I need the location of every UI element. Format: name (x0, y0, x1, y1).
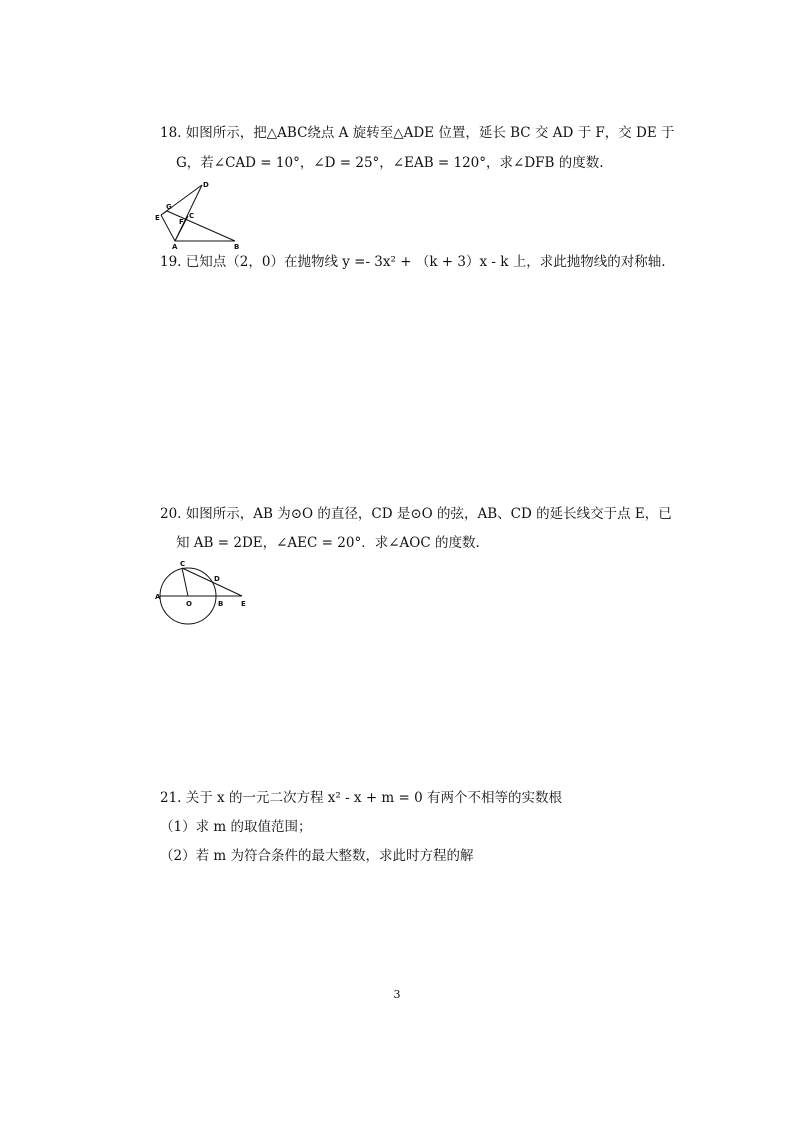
q18-label-d: D (203, 181, 209, 189)
q18-text-line1: 18. 如图所示，把△ABC绕点 A 旋转至△ADE 位置，延长 BC 交 AD 于 F，交 DE 于 (160, 125, 675, 141)
q18-label-b: B (234, 243, 240, 250)
q18-label-a: A (172, 243, 178, 250)
q19-text-line1: 19. 已知点（2，0）在抛物线 y =- 3x² + （k + 3）x - k 上，求此抛物线的对称轴. (160, 254, 666, 270)
q20-circle-figure (150, 555, 250, 635)
q20-label-b: B (218, 600, 224, 608)
q18-text-line2: G，若∠CAD = 10°，∠D = 25°，∠EAB = 120°，求∠DFB 的度数. (176, 155, 604, 171)
q20-text-line2: 知 AB = 2DE，∠AEC = 20°．求∠AOC 的度数. (176, 535, 480, 551)
q18-triangle-figure (150, 178, 245, 250)
q18-label-f: F (179, 218, 184, 226)
page-number: 3 (393, 988, 401, 1001)
q18-label-e: E (155, 214, 160, 222)
q20-label-o: O (186, 600, 192, 608)
q18-label-c: C (189, 212, 195, 220)
q21-text-line1: 21. 关于 x 的一元二次方程 x² - x + m = 0 有两个不相等的实数根 (160, 790, 563, 806)
q21-text-line2: （1）求 m 的取值范围； (160, 819, 312, 835)
q20-text-line1: 20. 如图所示，AB 为⊙O 的直径，CD 是⊙O 的弦，AB、CD 的延长线交于点 E，已 (160, 506, 672, 522)
q21-text-line3: （2）若 m 为符合条件的最大整数，求此时方程的解 (160, 848, 474, 864)
q20-label-a: A (155, 593, 161, 601)
q20-label-e: E (241, 600, 246, 608)
q20-label-c: C (180, 560, 186, 568)
q18-label-g: G (166, 203, 172, 211)
q20-label-d: D (214, 575, 220, 583)
